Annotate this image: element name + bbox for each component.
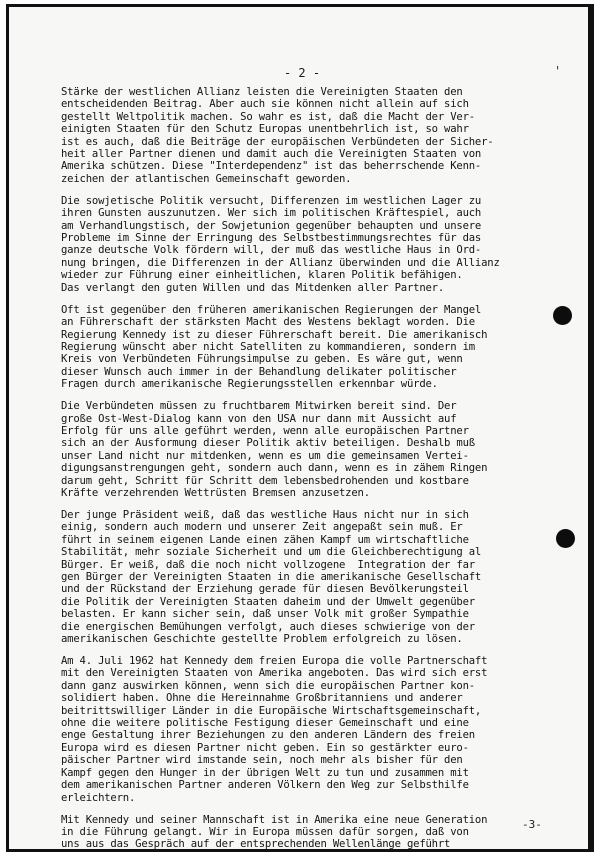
- text-line: zeichen der atlantischen Gemeinschaft geworden.: [61, 172, 352, 185]
- text-line: mit den Vereinigten Staaten von Amerika angeboten. Das wird sich erst: [61, 667, 488, 680]
- text-line: Mit Kennedy und seiner Mannschaft ist in Amerika eine neue Generation: [61, 813, 488, 826]
- text-line: Am 4. Juli 1962 hat Kennedy dem freien Europa die volle Partnerschaft: [61, 655, 488, 668]
- text-line: dieser Wunsch auch immer in der Behandlung delikater politischer: [61, 365, 457, 378]
- text-line: erleichtern.: [61, 791, 136, 804]
- text-line: Erfolg für uns alle geführt werden, wenn alle europäischen Partner: [61, 424, 469, 437]
- text-line: Probleme im Sinne der Erringung des Selbstbestimmungsrechtes für das: [61, 232, 482, 245]
- text-line: entscheidenden Beitrag. Aber auch sie können nicht allein auf sich: [61, 98, 469, 111]
- text-line: unser Land nicht nur mitdenken, wenn es um die gemeinsamen Vertei-: [61, 449, 469, 462]
- text-line: Der junge Präsident weiß, daß das westliche Haus nicht nur in sich: [61, 508, 469, 521]
- text-line: ohne die weitere politische Festigung dieser Gemeinschaft und eine: [61, 717, 469, 730]
- text-line: Fragen durch amerikanische Regierungsstellen erkennbar würde.: [61, 378, 438, 391]
- text-line: die energischen Bemühungen verfolgt, auch dieses schwierige von der: [61, 620, 475, 633]
- paragraph-7: [61, 814, 577, 851]
- text-line: enge Gestaltung ihrer Beziehungen zu den anderen Ländern des freien: [61, 729, 475, 742]
- document-body: [61, 86, 577, 860]
- paragraph-3: [61, 304, 577, 391]
- text-line: am Verhandlungstisch, der Sowjetunion gegenüber behaupten und unsere: [61, 219, 482, 232]
- text-line: Europa wird es diesen Partner nicht geben. Ein so gestärkter euro-: [61, 741, 469, 754]
- text-line: Amerika schützen. Diese "Interdependenz" ist das beherrschende Kenn-: [61, 160, 482, 173]
- corner-mark: ': [554, 64, 562, 78]
- text-line: große Ost-West-Dialog kann von den USA nur dann mit Aussicht auf: [61, 412, 457, 425]
- text-line: an Führerschaft der stärksten Macht des Westens beklagt worden. Die: [61, 316, 475, 329]
- text-line: Oft ist gegenüber den früheren amerikanischen Regierungen der Mangel: [61, 303, 482, 316]
- paragraph-1: [61, 86, 577, 185]
- text-line: ihren Gunsten auszunutzen. Wer sich im politischen Kräftespiel, auch: [61, 207, 482, 220]
- continuation-marker: -3-: [522, 818, 542, 831]
- text-line: in die Führung gelangt. Wir in Europa müssen dafür sorgen, daß von: [61, 825, 469, 838]
- text-line: die Politik der Vereinigten Staaten daheim und der Umwelt gegenüber: [61, 595, 475, 608]
- text-line: ganze deutsche Volk fördern will, der muß das westliche Haus in Ord-: [61, 244, 482, 257]
- text-line: Bürger. Er weiß, daß die noch nicht vollzogene Integration der far: [61, 558, 475, 571]
- text-line: einig, sondern auch modern und unserer Zeit angepaßt sein muß. Er: [61, 521, 463, 534]
- text-line: päischer Partner wird imstande sein, noch mehr als bisher für den: [61, 754, 463, 767]
- text-line: Regierung wünscht aber nicht Satelliten zu kommandieren, sondern im: [61, 340, 475, 353]
- punch-hole: [553, 306, 572, 325]
- punch-hole: [556, 529, 575, 548]
- text-line: Die Verbündeten müssen zu fruchtbarem Mitwirken bereit sind. Der: [61, 400, 457, 413]
- text-line: Das verlangt den guten Willen und das Mitdenken aller Partner.: [61, 281, 445, 294]
- text-line: uns aus das Gespräch auf der entsprechenden Wellenlänge geführt: [61, 838, 451, 851]
- text-line: dann ganz auswirken können, wenn sich die europäischen Partner kon-: [61, 679, 475, 692]
- text-line: Kampf gegen den Hunger in der übrigen Welt zu tun und zusammen mit: [61, 766, 469, 779]
- text-line: und der Rückstand der Erziehung gerade für diesen Bevölkerungsteil: [61, 583, 469, 596]
- text-line: beitrittswilliger Länder in die Europäische Wirtschaftsgemeinschaft,: [61, 704, 482, 717]
- text-line: Stabilität, mehr soziale Sicherheit und um die Gleichberechtigung al: [61, 546, 482, 559]
- text-line: ist es auch, daß die Beiträge der europäischen Verbündeten der Sicher-: [61, 135, 494, 148]
- text-line: sich an der Ausformung dieser Politik aktiv beteiligen. Deshalb muß: [61, 437, 475, 450]
- text-line: digungsanstrengungen geht, sondern auch dann, wenn es in zähem Ringen: [61, 462, 488, 475]
- text-line: gestellt Weltpolitik machen. So wahr es ist, daß die Macht der Ver-: [61, 110, 475, 123]
- text-line: amerikanischen Geschichte gestellte Problem erfolgreich zu lösen.: [61, 633, 463, 646]
- page-number: - 2 -: [283, 66, 321, 80]
- text-line: solidiert haben. Ohne die Hereinnahme Großbritanniens und anderer: [61, 692, 463, 705]
- text-line: gen Bürger der Vereinigten Staaten in die amerikanische Gesellschaft: [61, 571, 482, 583]
- text-line: heit aller Partner dienen und damit auch die Vereinigten Staaten von: [61, 148, 482, 161]
- paragraph-4: [61, 400, 577, 499]
- text-line: darum geht, Schritt für Schritt dem lebensbedrohenden und kostbare: [61, 474, 469, 487]
- text-line: belasten. Er kann sicher sein, daß unser Volk mit großer Sympathie: [61, 608, 469, 621]
- text-line: einigten Staaten für den Schutz Europas unentbehrlich ist, so wahr: [61, 123, 469, 136]
- text-line: dem amerikanischen Partner anderen Völkern den Weg zur Selbsthilfe: [61, 779, 469, 792]
- text-line: wieder zur Führung einer einheitlichen, klaren Politik befähigen.: [61, 269, 463, 282]
- text-line: Stärke der westlichen Allianz leisten die Vereinigten Staaten den: [61, 86, 463, 98]
- text-line: Kreis von Verbündeten Führungsimpulse zu geben. Es wäre gut, wenn: [61, 353, 463, 366]
- text-line: nung bringen, die Differenzen in der Allianz überwinden und die Allianz: [61, 256, 500, 269]
- text-line: Kräfte verzehrenden Wettrüsten Bremsen anzusetzen.: [61, 486, 370, 499]
- text-line: Regierung Kennedy ist zu dieser Führerschaft bereit. Die amerikanisch: [61, 328, 488, 341]
- text-line: Die sowjetische Politik versucht, Differenzen im westlichen Lager zu: [61, 194, 482, 207]
- text-line: führt in seinem eigenen Lande einen zähen Kampf um wirtschaftliche: [61, 533, 469, 546]
- paragraph-2: [61, 195, 577, 294]
- paragraph-5: [61, 509, 577, 645]
- paragraph-6: [61, 655, 577, 804]
